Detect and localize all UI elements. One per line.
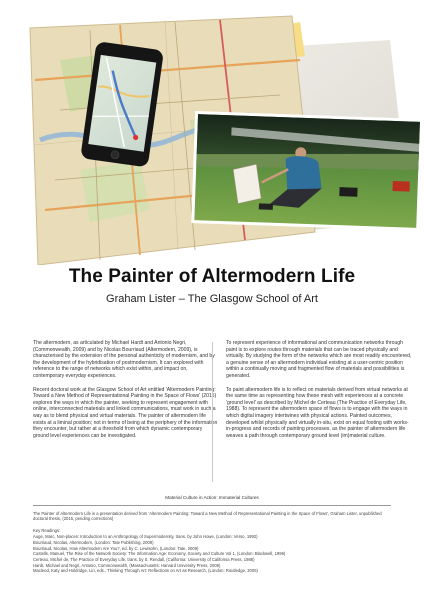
paragraph: To represent experience of informational and communication networks through paint is to explore routes through materials that can be traced physically and virtually. By studying the form of the networks which are most readily encountered, a genuine sense of an altermodern individual existing at a user-centric position within a continually moving and fragmented flow of materials and possibilities is generated. [226,340,412,379]
reading-item: Castells, Manuel, The Rise of the Network Society: The Information Age: Economy, Society and Culture Vol 1, (London: Blackwell, 1996) [33,551,286,557]
hero-illustration [0,0,424,265]
painter-photo [191,111,423,231]
footer-divider [33,505,391,506]
body-column-left [33,340,219,446]
author-affiliation: Graham Lister – The Glasgow School of Art [106,293,318,305]
reading-item: Certeau, Michel de, The Practice of Everyday Life, trans. by S. Rendall, (California: University of California Press, 1988) [33,557,255,563]
page-title: The Painter of Altermodern Life [68,266,356,287]
hero-collage [0,0,424,265]
key-readings-heading: Key Readings: [33,528,61,533]
body-column-right [226,340,412,446]
reading-item: Bourriaud, Nicolas, Altermodern, (London: Tate Publishing, 2009) [33,539,154,545]
reading-item: Bourriaud, Nicolas, How Altermodern Are You?, ed. by C. Lewisohn, (London: Tate, 2009) [33,545,199,551]
reading-item: Macleod, Katy and Holdridge, Lin, eds., Thinking Through Art: Reflections on Art as Research, (London: Routledge, 2005) [33,568,258,574]
paragraph: The altermodern, as articulated by Michael Hardt and Antonio Negri, (Commonwealth, 2009) and by Nicolas Bourriaud (Altermodern, 2009), is characterised by the extension of the personal authenticity of modernism, and by the development of the hybridisation of postmodernism. It can explored with reference to the range of networks which exist within, and impact on, contemporary everyday experiences. [33,340,215,379]
footer-note: The Painter of Altermodern Life is a presentation derived from 'Altermodern Painting: Toward a New Method of Representational Painting in the Space of Flows', Graham Lister, unpublished doctoral thesis, (2015, pending corrections) [33,511,382,522]
paragraph: To paint altermodern life is to reflect on materials derived from virtual networks at the same time as representing how these mesh with experiences at a concrete 'ground level' as described by Michel de Certeau (The Practice of Everyday Life, 1988). To represent the altermodern space of flows is to engage with the ways in which digital imagery intertwines with physical actions. Painted outcomes, developed whilst physically and virtually in-situ, exist on equal footing with works-in-progress and records of painting processes, as the painter of altermodern life weaves a path through contemporary ground level (im)material culture. [226,386,409,439]
footer-label: Material Culture in Action: Immaterial Cultures [165,495,259,500]
column-divider [212,342,213,482]
paragraph: Recent doctoral work at the Glasgow School of Art entitled 'Altermodern Painting: Toward a New Method of Representational Painting in the Space of Flows' (2015) explores the ways in which the painter, seeking to represent engagement with online, interconnected materials and linked communications, must work in such a way as to blend physical and virtual materials. The painter of altermodern life exists at a liminal position; not in terms of being at the periphery of the information they encounter, but rather at a threshold from which dynamic contemporary ground level experiences can be investigated. [33,386,218,439]
key-readings [33,528,391,574]
reading-item: Auge, Marc, Non-places: Introduction to an Anthropology of Supermodernity, trans. by John Howe, (London: Verso, 1992) [33,534,258,540]
reading-item: Hardt, Michael and Negri, Antonio, Commonwealth, (Massachusetts: Harvard University Press, 2009) [33,562,221,568]
